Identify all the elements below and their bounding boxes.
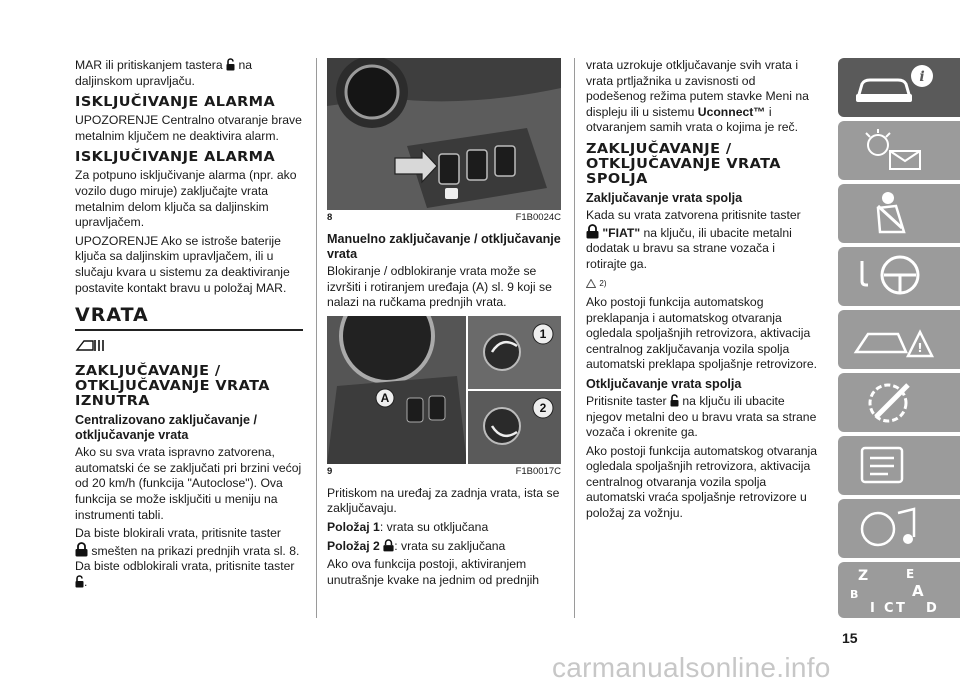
svg-text:Z: Z <box>858 568 869 584</box>
paragraph: UPOZORENJE Centralno otvaranje brave metalnim ključem ne deaktivira alarm. <box>75 113 302 143</box>
lock-icon <box>586 224 599 239</box>
paragraph: Pritisnite taster na ključu ili ubacite njegov metalni deo u bravu vrata sa strane vozača i okrenite ga. <box>586 393 817 440</box>
figure-code: F1B0017C <box>515 465 561 477</box>
figure-number: 8 <box>327 212 333 223</box>
figure-number: 9 <box>327 465 333 477</box>
figure-caption <box>327 212 561 226</box>
paragraph: Blokiranje / odblokiranje vrata može se izvršiti i rotiranjem uređaja (A) sl. 9 koji se nalazi na ručkama prednjih vrata. <box>327 264 552 310</box>
svg-text:T: T <box>896 601 905 616</box>
subheading-unlock-outside: Otključavanje vrata spolja <box>586 376 742 391</box>
paragraph: vrata uzrokuje otključavanje svih vrata i vrata prtljažnika u zavisnosti od podešenog režima putem stavke Meni na displeju ili u sistemu Uconnect™ i otvaranjem samih vrata o kojima je reč. <box>586 58 809 135</box>
paragraph: Kada su vrata zatvorena pritisnite taster "FIAT" na ključu, ili ubacite metalni dodatak u bravu sa strane vozača i rotirajte ga. <box>586 207 801 271</box>
figure-door-panel-switches <box>327 58 561 210</box>
heading-lock-inside: ZAKLJUČAVANJE / OTKLJUČAVANJE VRATA IZNUTRA <box>75 364 270 410</box>
chapter-tabs <box>838 58 960 622</box>
paragraph: Ako postoji funkcija automatskog preklapanja i automatskog otvaranja ogledala spoljašnjih retrovizora, aktivacija centralnog zaključavanja vozila spolja automatski preklapa spoljašnje retrovizore. <box>586 294 817 372</box>
tab-maintenance[interactable] <box>838 373 960 432</box>
paragraph: Ako su sva vrata ispravno zatvorena, automatski će se zaključati pri brzini većoj od 20 km/h (funkcija "Autoclose"). Ova funkcija se može isključiti u meniju na instrumenti tabli. <box>75 445 302 522</box>
seatbelt-icon <box>848 188 938 238</box>
column-right <box>586 58 818 525</box>
emergency-icon <box>848 314 938 364</box>
paragraph: UPOZORENJE Ako se istroše baterije ključa sa daljinskim upravljačem, ili u slučaju kvara u sistemu za deaktiviranje postavite kontakt bravu u položaj MAR. <box>75 233 290 295</box>
unlock-key-icon <box>226 58 235 71</box>
heading-alarm-off-2: ISKLJUČIVANJE ALARMA <box>75 150 276 166</box>
svg-text:A: A <box>912 582 924 600</box>
svg-text:E: E <box>906 567 915 581</box>
unlock-key-icon <box>75 575 84 588</box>
callout-1: 1 <box>539 326 547 341</box>
car-info-icon <box>848 62 938 112</box>
heading-lock-outside: ZAKLJUČAVANJE / OTKLJUČAVANJE VRATA SPOLJA <box>586 141 781 187</box>
position-1-line: Položaj 1: vrata su otključana <box>327 519 489 534</box>
steering-wheel-icon <box>848 251 938 301</box>
column-divider <box>316 58 317 618</box>
lock-icon <box>383 539 394 552</box>
lock-icon <box>75 542 88 557</box>
column-divider <box>574 58 575 618</box>
callout-2: 2 <box>539 400 547 415</box>
figure-code: F1B0024C <box>515 212 561 223</box>
paragraph: Za potpuno isključivanje alarma (npr. ako vozilo dugo miruje) zaključajte vrata metalnim delom ključa sa daljinskim upravljačem. <box>75 168 297 230</box>
svg-text:D: D <box>926 601 937 616</box>
column-middle <box>327 58 561 591</box>
tech-data-icon <box>848 440 938 490</box>
tab-safety[interactable] <box>838 184 960 243</box>
unlock-key-icon <box>670 394 679 407</box>
tab-emergency[interactable] <box>838 310 960 369</box>
index-letters-icon <box>848 566 948 616</box>
subheading-lock-outside: Zaključavanje vrata spolja <box>586 190 743 205</box>
tab-vehicle-info[interactable] <box>838 58 960 117</box>
warning-triangle-icon <box>586 279 596 288</box>
heading-alarm-off-1: ISKLJUČIVANJE ALARMA <box>75 95 276 111</box>
column-left <box>75 58 303 593</box>
tab-technical-data[interactable] <box>838 436 960 495</box>
figure-door-handle-device <box>327 316 561 464</box>
section-title-doors: VRATA <box>75 304 149 327</box>
tab-index[interactable] <box>838 562 960 618</box>
page-number: 15 <box>842 630 858 646</box>
watermark: carmanualsonline.info <box>552 652 831 683</box>
subheading-central-lock: Centralizovano zaključavanje / otključavanje vrata <box>75 413 257 443</box>
svg-text:B: B <box>850 588 859 601</box>
callout-a: A <box>380 390 390 405</box>
door-icon <box>75 337 109 353</box>
subheading-manual-lock: Manuelno zaključavanje / otključavanje vrata <box>327 232 561 261</box>
paragraph: Ako ova funkcija postoji, aktiviranjem unutrašnje kvake na jednim od prednjih <box>327 557 540 587</box>
paragraph: Ako postoji funkcija automatskog otvaranja ogledala spoljašnjih retrovizora, aktivacija centralnog otvaranja vozila spolja automatski vraća spoljašnje retrovizore u položaj za vožnju. <box>586 443 818 521</box>
warning-lights-icon <box>848 125 938 175</box>
wrench-icon <box>848 377 938 427</box>
tab-driving[interactable] <box>838 247 960 306</box>
section-rule <box>75 329 303 331</box>
tab-dashboard-lights[interactable] <box>838 121 960 180</box>
svg-text:I: I <box>870 601 875 616</box>
paragraph: Da biste blokirali vrata, pritisnite taster smešten na prikazi prednjih vrata sl. 8. Da biste odblokirali vrata, pritisnite taster . <box>75 526 300 589</box>
warning-note: 2) <box>586 275 818 292</box>
paragraph: MAR ili pritiskanjem tastera na daljinskom upravljaču. <box>75 58 252 88</box>
paragraph: Pritiskom na uređaj za zadnja vrata, ista se zaključavaju. <box>327 485 560 516</box>
tab-multimedia[interactable] <box>838 499 960 558</box>
svg-text:C: C <box>884 601 894 616</box>
figure-caption <box>327 466 561 480</box>
position-2-line: Položaj 2 : vrata su zaključana <box>327 538 506 553</box>
svg-text:i: i <box>919 69 925 85</box>
music-note-icon <box>848 503 938 553</box>
svg-text:!: ! <box>917 341 923 355</box>
